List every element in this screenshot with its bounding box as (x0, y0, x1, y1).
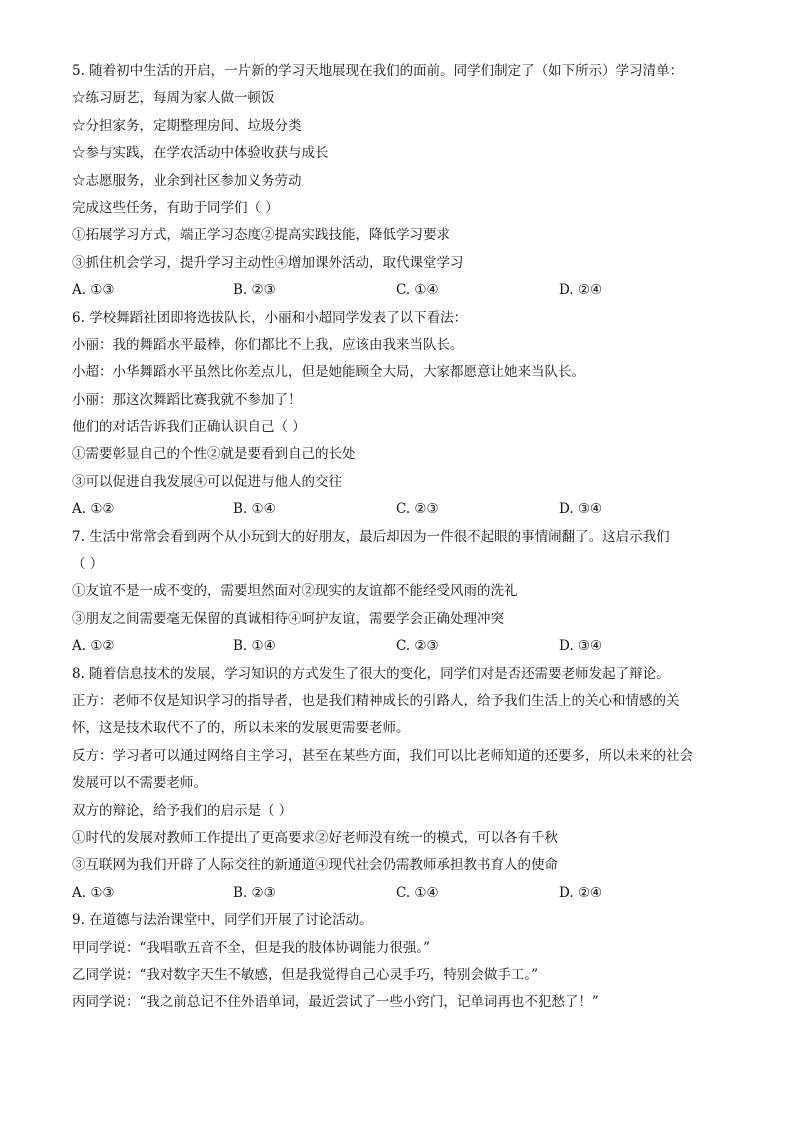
debate-line: 正方：老师不仅是知识学习的指导者，也是我们精神成长的引路人，给予我们生活上的关心和情感的关 (72, 692, 680, 709)
question-8-prompt: 双方的辩论，给予我们的启示是（ ） (72, 802, 293, 819)
option-b: B. ②③ (233, 282, 276, 299)
option-c: C. ②③ (396, 501, 439, 518)
option-d: D. ③④ (559, 638, 603, 655)
option-d: D. ②④ (559, 884, 603, 901)
question-8-stem: 8. 随着信息技术的发展，学习知识的方式发生了很大的变化，同学们对是否还需要老师发起了辩论。 (72, 665, 670, 682)
question-5-options (72, 277, 722, 304)
dialog-line: 小丽：那这次舞蹈比赛我就不参加了！ (72, 391, 302, 408)
option-a: A. ①③ (72, 282, 115, 299)
statement-line: ①需要彰显自己的个性②就是要看到自己的长处 (72, 446, 356, 463)
debate-line: 反方：学习者可以通过网络自主学习，甚至在某些方面，我们可以比老师知道的还要多，所以未来的社会 (72, 747, 693, 764)
checklist-item: ☆参与实践，在学农活动中体验收获与成长 (72, 145, 329, 162)
dialog-line: 小超：小华舞蹈水平虽然比你差点儿，但是她能顾全大局，大家都愿意让她来当队长。 (72, 364, 585, 381)
option-d: D. ③④ (559, 501, 603, 518)
statement-line: ③可以促进自我发展④可以促进与他人的交往 (72, 473, 342, 490)
checklist-item: ☆练习厨艺，每周为家人做一顿饭 (72, 90, 275, 107)
question-5 (72, 58, 722, 305)
statement-line: ③抓住机会学习，提升学习主动性④增加课外活动，取代课堂学习 (72, 254, 464, 271)
quote-line: 甲同学说：“我唱歌五音不全，但是我的肢体协调能力很强。” (72, 939, 431, 956)
option-c: C. ①④ (396, 884, 439, 901)
question-7-stem: 7. 生活中常常会看到两个从小玩到大的好朋友，最后却因为一件很不起眼的事情闹翻了。这启示我们 (72, 528, 670, 545)
dialog-line: 小丽：我的舞蹈水平最棒，你们都比不上我，应该由我来当队长。 (72, 336, 464, 353)
question-6-options (72, 496, 722, 523)
option-c: C. ①④ (396, 282, 439, 299)
statement-line: ①友谊不是一成不变的，需要坦然面对②现实的友谊都不能经受风雨的洗礼 (72, 583, 518, 600)
question-7 (72, 524, 722, 661)
option-d: D. ②④ (559, 282, 603, 299)
option-b: B. ①④ (233, 638, 276, 655)
question-8-options (72, 880, 722, 907)
statement-line: ①时代的发展对教师工作提出了更高要求②好老师没有统一的模式，可以各有千秋 (72, 829, 558, 846)
question-6-stem: 6. 学校舞蹈社团即将选拔队长，小丽和小超同学发表了以下看法： (72, 309, 468, 326)
quote-line: 丙同学说：“我之前总记不住外语单词，最近尝试了一些小窍门，记单词再也不犯愁了！” (72, 994, 599, 1011)
question-7-stem-continued: （ ） (72, 556, 104, 573)
question-9-stem: 9. 在道德与法治课堂中，同学们开展了讨论活动。 (72, 912, 373, 929)
option-a: A. ①③ (72, 884, 115, 901)
option-b: B. ①④ (233, 501, 276, 518)
debate-line: 怀，这是技术取代不了的，所以未来的发展更需要老师。 (72, 720, 410, 737)
statement-line: ③朋友之间需要毫无保留的真诚相待④呵护友谊，需要学会正确处理冲突 (72, 610, 504, 627)
exam-page (72, 58, 722, 1017)
statement-line: ③互联网为我们开辟了人际交往的新通道④现代社会仍需教师承担教书育人的使命 (72, 857, 558, 874)
question-5-prompt: 完成这些任务，有助于同学们（ ） (72, 199, 279, 216)
option-b: B. ②③ (233, 884, 276, 901)
question-8 (72, 661, 722, 908)
checklist-item: ☆志愿服务，业余到社区参加义务劳动 (72, 172, 302, 189)
checklist-item: ☆分担家务，定期整理房间、垃圾分类 (72, 117, 302, 134)
option-c: C. ②③ (396, 638, 439, 655)
option-a: A. ①② (72, 638, 115, 655)
option-a: A. ①② (72, 501, 115, 518)
question-9 (72, 907, 722, 1017)
debate-line: 发展可以不需要老师。 (72, 775, 207, 792)
question-5-stem: 5. 随着初中生活的开启，一片新的学习天地展现在我们的面前。同学们制定了（如下所示）学习清单： (72, 63, 684, 79)
question-7-options (72, 633, 722, 660)
question-6-prompt: 他们的对话告诉我们正确认识自己（ ） (72, 419, 306, 436)
question-6 (72, 305, 722, 524)
statement-line: ①拓展学习方式，端正学习态度②提高实践技能，降低学习要求 (72, 227, 450, 244)
quote-line: 乙同学说：“我对数字天生不敏感，但是我觉得自己心灵手巧，特别会做手工。” (72, 966, 539, 983)
